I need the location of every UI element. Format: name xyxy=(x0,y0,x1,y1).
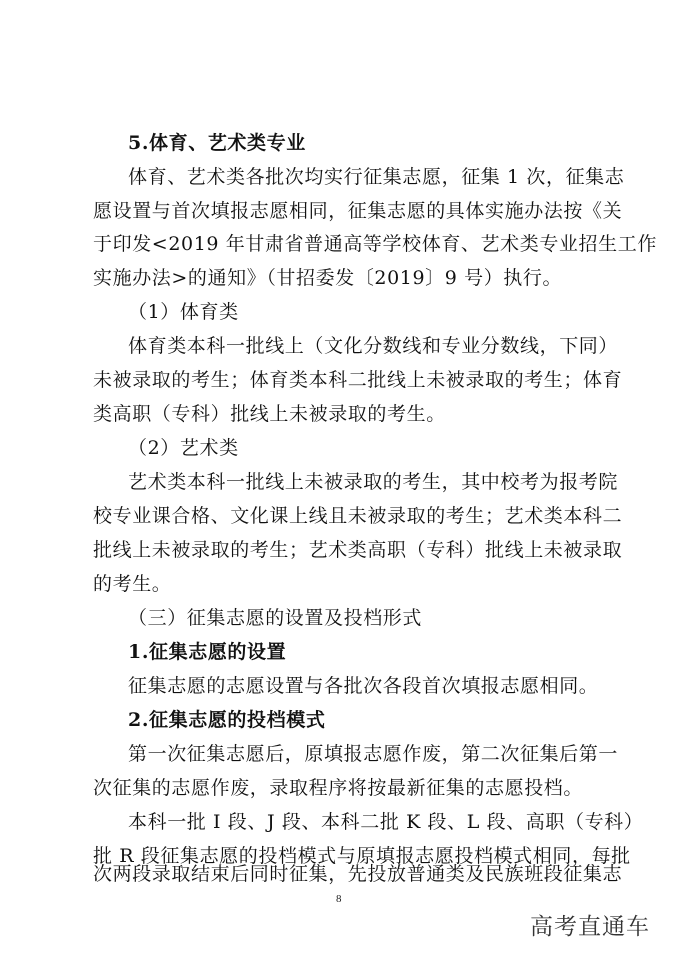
paragraph-line: 体育、艺术类各批次均实行征集志愿，征集 1 次，征集志 xyxy=(128,166,625,188)
subheading-sports: （1）体育类 xyxy=(128,301,239,323)
paragraph-line: 愿设置与首次填报志愿相同，征集志愿的具体实施办法按《关 xyxy=(93,200,623,222)
paragraph-line: 实施办法>的通知》（甘招委发〔2019〕9 号）执行。 xyxy=(93,267,563,289)
page-number: 8 xyxy=(336,893,342,905)
paragraph-line: 校专业课合格、文化课上线且未被录取的考生；艺术类本科二 xyxy=(93,505,623,527)
paragraph-line: 批 R 段征集志愿的投档模式与原填报志愿投档模式相同，每批 xyxy=(93,845,631,867)
paragraph-line: 第一次征集志愿后，原填报志愿作废，第二次征集后第一 xyxy=(128,743,619,765)
paragraph-line: 艺术类本科一批线上未被录取的考生，其中校考为报考院 xyxy=(128,471,619,493)
heading-collection-setup: 1.征集志愿的设置 xyxy=(128,641,287,663)
paragraph-line-last: 次两段录取结束后同时征集，先投放普通类及民族班段征集志 xyxy=(93,863,623,885)
subheading-art: （2）艺术类 xyxy=(128,437,239,459)
watermark-text: 高考直通车 xyxy=(530,914,650,940)
paragraph-line: 于印发<2019 年甘肃省普通高等学校体育、艺术类专业招生工作 xyxy=(93,233,657,255)
paragraph-line: 的考生。 xyxy=(93,573,172,595)
paragraph-line: 本科一批 I 段、J 段、本科二批 K 段、L 段、高职（专科） xyxy=(128,811,644,833)
paragraph-line: 征集志愿的志愿设置与各批次各段首次填报志愿相同。 xyxy=(128,675,599,697)
paragraph-line: 未被录取的考生；体育类本科二批线上未被录取的考生；体育 xyxy=(93,369,623,391)
heading-collection-mode: 2.征集志愿的投档模式 xyxy=(128,709,326,731)
paragraph-line: 体育类本科一批线上（文化分数线和专业分数线，下同） xyxy=(128,335,619,357)
paragraph-line: 批线上未被录取的考生；艺术类高职（专科）批线上未被录取 xyxy=(93,539,623,561)
paragraph-line: 类高职（专科）批线上未被录取的考生。 xyxy=(93,403,446,425)
heading-sports-art-majors: 5.体育、艺术类专业 xyxy=(128,132,306,154)
section-heading-three: （三）征集志愿的设置及投档形式 xyxy=(128,607,423,629)
paragraph-line: 次征集的志愿作废，录取程序将按最新征集的志愿投档。 xyxy=(93,777,584,799)
